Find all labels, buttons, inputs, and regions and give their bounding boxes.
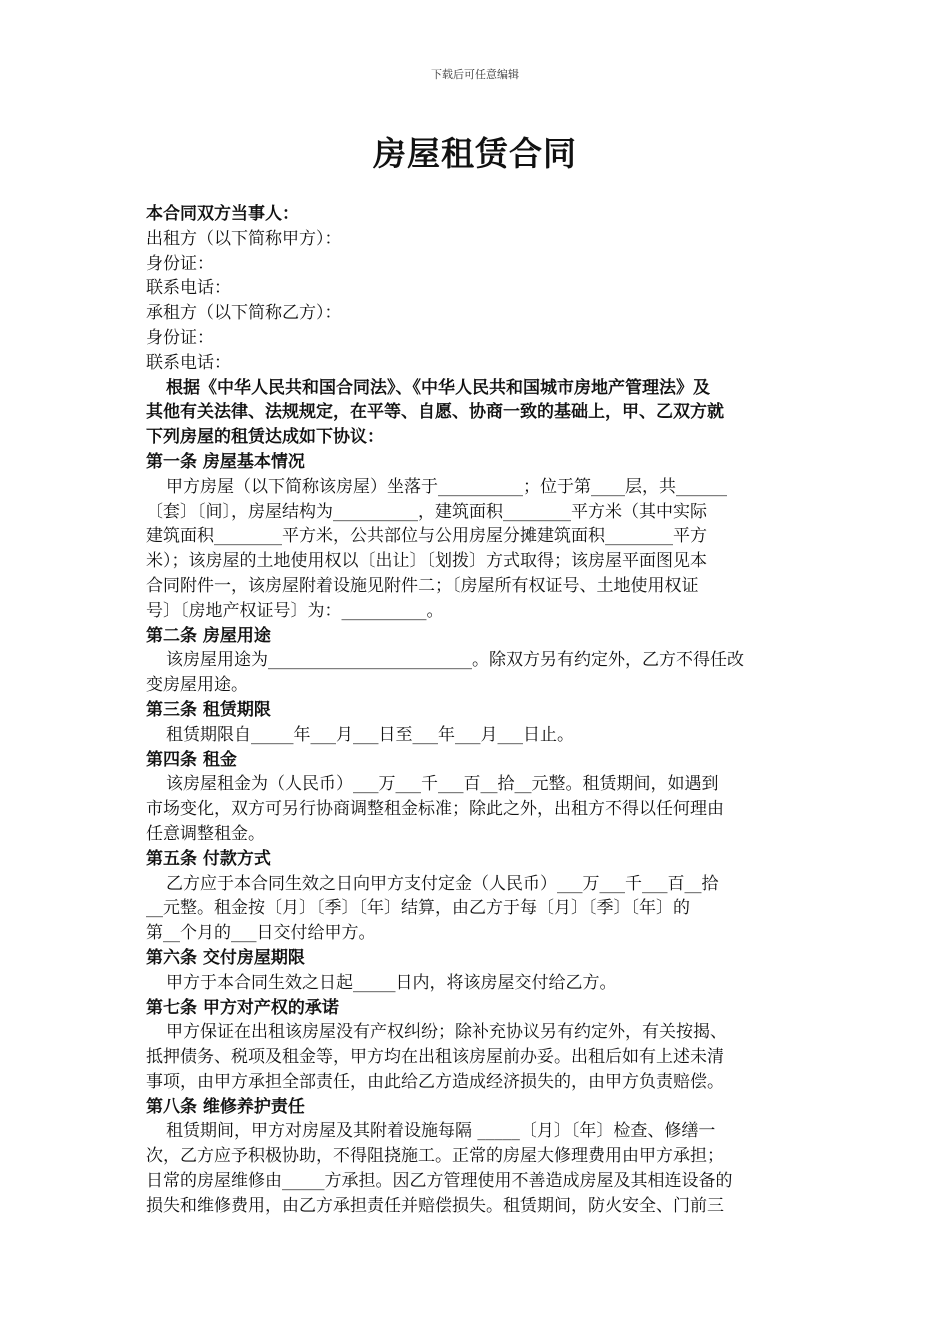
- text-line: 市场变化，双方可另行协商调整租金标准；除此之外，出租方不得以任何理由: [146, 799, 724, 820]
- section-heading: 第二条 房屋用途: [146, 625, 271, 646]
- text-line: 承租方（以下简称乙方）：: [146, 303, 342, 324]
- text-line: 乙方应于本合同生效之日向甲方支付定金（人民币）___万___千___百__拾: [166, 873, 719, 894]
- text-line: 该房屋用途为________________________。除双方另有约定外，乙方不得任改: [166, 650, 744, 671]
- text-line: 第__个月的___日交付给甲方。: [146, 923, 376, 944]
- text-line: 身份证：: [146, 327, 214, 348]
- text-line: __元整。租金按〔月〕〔季〕〔年〕结算，由乙方于每〔月〕〔季〕〔年〕的: [146, 898, 690, 919]
- text-line: 变房屋用途。: [146, 675, 248, 696]
- text-line: 租赁期间，甲方对房屋及其附着设施每隔 _____〔月〕〔年〕检查、修缮一: [166, 1121, 716, 1142]
- document-title: 房屋租赁合同: [373, 134, 577, 173]
- section-heading: 第七条 甲方对产权的承诺: [146, 997, 339, 1018]
- text-line: 合同附件一，该房屋附着设施见附件二；〔房屋所有权证号、土地使用权证: [146, 575, 699, 596]
- text-line: 任意调整租金。: [146, 823, 265, 844]
- section-heading: 第三条 租赁期限: [146, 699, 271, 720]
- section-heading: 第五条 付款方式: [146, 848, 271, 869]
- text-line: 日常的房屋维修由_____方承担。因乙方管理使用不善造成房屋及其相连设备的: [146, 1171, 733, 1192]
- text-line: 甲方于本合同生效之日起_____日内，将该房屋交付给乙方。: [166, 972, 617, 993]
- text-line: 米）；该房屋的土地使用权以〔出让〕〔划拨〕方式取得；该房屋平面图见本: [146, 551, 707, 572]
- text-line: 身份证：: [146, 253, 214, 274]
- text-line: 号〕〔房地产权证号〕为：__________。: [146, 600, 444, 621]
- text-line: 损失和维修费用，由乙方承担责任并赔偿损失。租赁期间，防火安全、门前三: [146, 1195, 724, 1216]
- text-line: 其他有关法律、法规规定，在平等、自愿、协商一致的基础上，甲、乙双方就: [146, 402, 724, 423]
- text-line: 次，乙方应予积极协助，不得阻挠施工。正常的房屋大修理费用由甲方承担；: [146, 1146, 724, 1167]
- text-line: 建筑面积________平方米，公共部位与公用房屋分摊建筑面积________平方: [146, 526, 707, 547]
- text-line: 甲方保证在出租该房屋没有产权纠纷；除补充协议另有约定外，有关按揭、: [166, 1022, 727, 1043]
- text-line: 抵押债务、税项及租金等，甲方均在出租该房屋前办妥。出租后如有上述未清: [146, 1047, 724, 1068]
- section-heading: 第八条 维修养护责任: [146, 1096, 305, 1117]
- text-line: 联系电话：: [146, 352, 231, 373]
- text-line: 甲方房屋（以下简称该房屋）坐落于__________；位于第____层，共______: [166, 476, 727, 497]
- section-heading: 第六条 交付房屋期限: [146, 947, 305, 968]
- contract-body: [146, 202, 811, 1219]
- text-line: 根据《中华人民共和国合同法》、《中华人民共和国城市房地产管理法》及: [166, 377, 710, 398]
- header-note: 下载后可任意编辑: [431, 68, 519, 81]
- text-line: 本合同双方当事人：: [146, 204, 299, 224]
- text-line: 租赁期限自_____年___月___日至___年___月___日止。: [166, 724, 574, 745]
- text-line: 该房屋租金为（人民币）___万___千___百__拾__元整。租赁期间，如遇到: [166, 774, 719, 795]
- section-heading: 第四条 租金: [146, 749, 237, 770]
- text-line: 〔套〕〔间〕，房屋结构为__________，建筑面积________平方米（其中实际: [146, 501, 707, 522]
- text-line: 联系电话：: [146, 278, 231, 299]
- text-line: 出租方（以下简称甲方）：: [146, 228, 342, 249]
- text-line: 下列房屋的租赁达成如下协议：: [146, 427, 384, 448]
- section-heading: 第一条 房屋基本情况: [146, 451, 305, 472]
- text-line: 事项，由甲方承担全部责任，由此给乙方造成经济损失的，由甲方负责赔偿。: [146, 1071, 724, 1092]
